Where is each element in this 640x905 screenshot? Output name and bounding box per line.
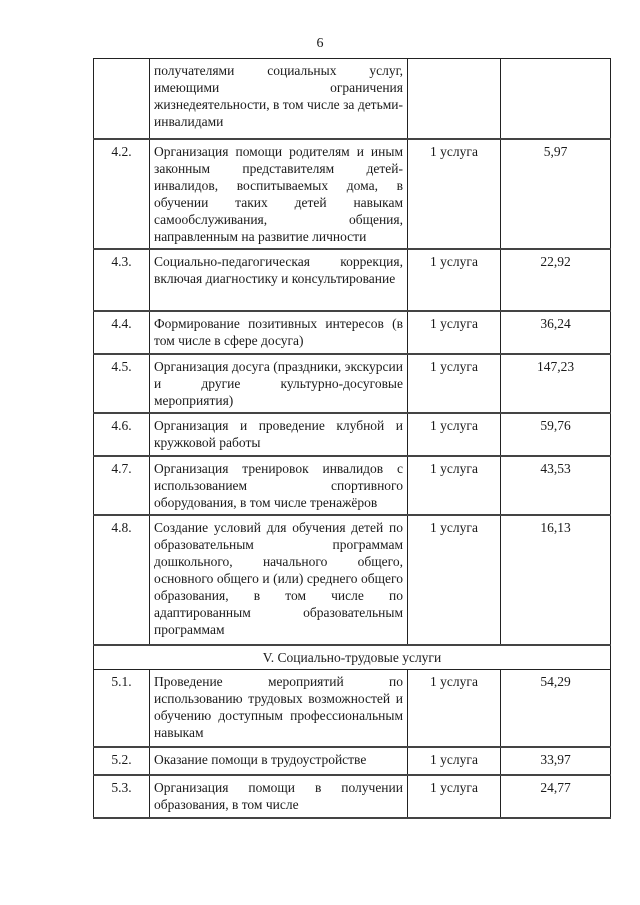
table-row	[94, 775, 611, 818]
table-row	[94, 311, 611, 354]
table-row	[94, 515, 611, 645]
row-number: 4.8.	[94, 515, 150, 645]
service-name: Организация помощи в получении образования, в том числе	[150, 775, 408, 818]
row-number: 5.3.	[94, 775, 150, 818]
service-unit: 1 услуга	[408, 311, 501, 354]
table-row	[94, 139, 611, 249]
table-row	[94, 59, 611, 140]
service-name: Социально-педагогическая коррекция, включая диагностику и консультирование	[150, 249, 408, 311]
service-price: 147,23	[501, 354, 611, 413]
service-unit	[408, 59, 501, 140]
service-price: 24,77	[501, 775, 611, 818]
page-number: 6	[316, 36, 324, 51]
service-unit: 1 услуга	[408, 456, 501, 515]
table-row	[94, 456, 611, 515]
service-unit: 1 услуга	[408, 413, 501, 456]
row-number: 5.2.	[94, 747, 150, 775]
table-row	[94, 413, 611, 456]
service-unit: 1 услуга	[408, 747, 501, 775]
table-row	[94, 249, 611, 311]
service-name: Проведение мероприятий по использованию трудовых возможностей и обучению доступным профессиональным навыкам	[150, 670, 408, 748]
service-price: 33,97	[501, 747, 611, 775]
row-number: 4.2.	[94, 139, 150, 249]
service-name: Создание условий для обучения детей по образовательным программам дошкольного, начального общего, основного общего и (или) среднего общего образования, в том числе по адаптированным образовательным программам	[150, 515, 408, 645]
service-price: 5,97	[501, 139, 611, 249]
service-unit: 1 услуга	[408, 775, 501, 818]
section-row	[94, 645, 611, 670]
service-name: Организация досуга (праздники, экскурсии и другие культурно-досуговые мероприятия)	[150, 354, 408, 413]
section-title: V. Социально-трудовые услуги	[94, 645, 611, 670]
row-number: 4.6.	[94, 413, 150, 456]
service-price	[501, 59, 611, 140]
table-row	[94, 747, 611, 775]
service-name: получателями социальных услуг, имеющими ограничения жизнедеятельности, в том числе за детьми-инвалидами	[150, 59, 408, 140]
row-number: 4.4.	[94, 311, 150, 354]
service-name: Организация помощи родителям и иным законным представителям детей-инвалидов, воспитываемых дома, в обучении таких детей навыкам самообслуживания, общения, направленным на развитие личности	[150, 139, 408, 249]
row-number: 4.7.	[94, 456, 150, 515]
table-row	[94, 670, 611, 748]
service-unit: 1 услуга	[408, 139, 501, 249]
service-unit: 1 услуга	[408, 670, 501, 748]
service-name: Оказание помощи в трудоустройстве	[150, 747, 408, 775]
row-number: 4.5.	[94, 354, 150, 413]
service-unit: 1 услуга	[408, 354, 501, 413]
service-price: 22,92	[501, 249, 611, 311]
service-price: 16,13	[501, 515, 611, 645]
service-unit: 1 услуга	[408, 515, 501, 645]
table-row	[94, 354, 611, 413]
row-number: 5.1.	[94, 670, 150, 748]
service-unit: 1 услуга	[408, 249, 501, 311]
service-name: Формирование позитивных интересов (в том числе в сфере досуга)	[150, 311, 408, 354]
service-name: Организация тренировок инвалидов с использованием спортивного оборудования, в том числе тренажёров	[150, 456, 408, 515]
service-price: 54,29	[501, 670, 611, 748]
row-number	[94, 59, 150, 140]
service-price: 43,53	[501, 456, 611, 515]
service-price: 36,24	[501, 311, 611, 354]
service-price: 59,76	[501, 413, 611, 456]
service-name: Организация и проведение клубной и кружковой работы	[150, 413, 408, 456]
services-table	[93, 58, 611, 819]
row-number: 4.3.	[94, 249, 150, 311]
